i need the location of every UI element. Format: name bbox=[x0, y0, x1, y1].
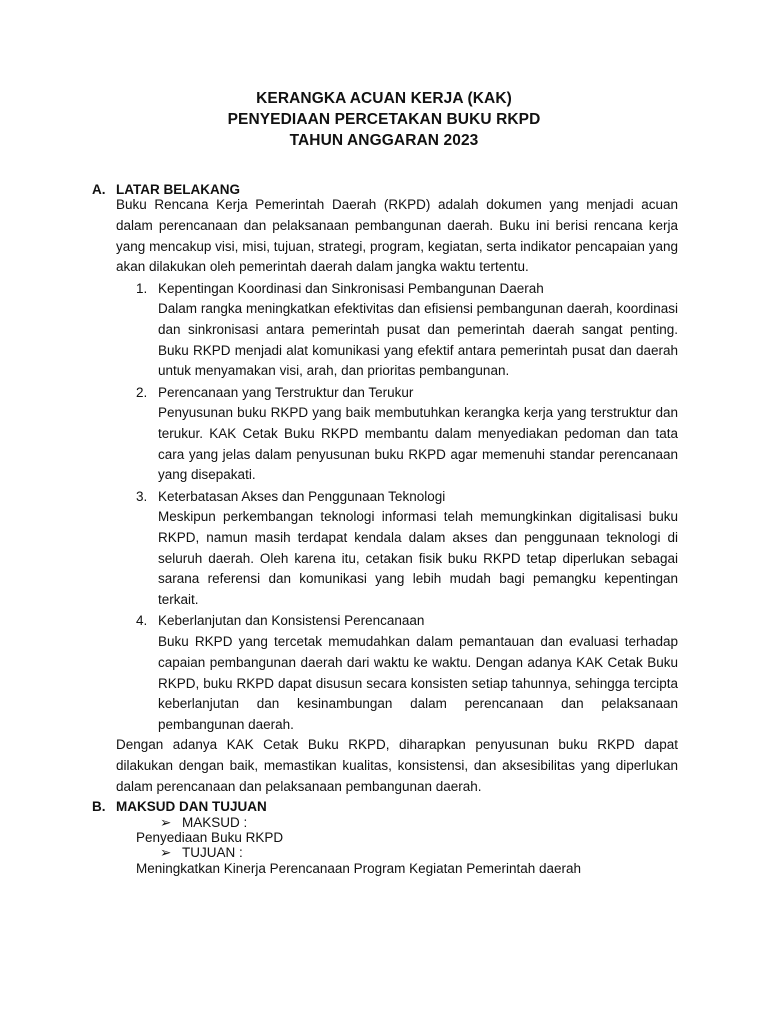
section-a-title: LATAR BELAKANG bbox=[116, 182, 240, 197]
section-a-letter: A. bbox=[92, 182, 106, 197]
section-b-title: MAKSUD DAN TUJUAN bbox=[116, 799, 267, 814]
title-line-1: KERANGKA ACUAN KERJA (KAK) bbox=[256, 90, 512, 107]
maksud-text: Penyediaan Buku RKPD bbox=[136, 830, 284, 845]
document-title bbox=[0, 88, 768, 151]
maksud-label: MAKSUD : bbox=[182, 815, 248, 830]
item-2-title: Perencanaan yang Terstruktur dan Terukur bbox=[158, 385, 414, 400]
item-4-body: Buku RKPD yang tercetak memudahkan dalam pemantauan dan evaluasi terhadap capaian pembangunan daerah dari waktu ke waktu. Dengan adanya KAK Cetak Buku RKPD, buku RKPD dapat disusun secara konsisten setiap tahunnya, sehingga tercipta keberlanjutan dan kesinambungan dalam perencanaan dan pelaksanaan pembangunan daerah. bbox=[158, 634, 678, 733]
item-1-number: 1. bbox=[136, 281, 148, 296]
tujuan-label: TUJUAN : bbox=[182, 845, 243, 860]
item-1-body: Dalam rangka meningkatkan efektivitas dan efisiensi pembangunan daerah, koordinasi dan sinkronisasi antara pemerintah pusat dan pemerintah daerah sangat penting. Buku RKPD menjadi alat komunikasi yang efektif antara pemerintah pusat dan daerah untuk menyamakan visi, arah, dan prioritas pembangunan. bbox=[158, 301, 678, 379]
arrow-bullet-icon: ➢ bbox=[160, 845, 172, 860]
item-3-body: Meskipun perkembangan teknologi informasi telah memungkinkan digitalisasi buku RKPD, namun masih terdapat kendala dalam akses dan penggunaan teknologi di seluruh daerah. Oleh karena itu, cetakan fisik buku RKPD tetap diperlukan sebagai sarana referensi dan komunikasi yang lebih mudah bagi pemangku kepentingan terkait. bbox=[158, 509, 678, 608]
maksud-bullet bbox=[160, 815, 247, 831]
arrow-bullet-icon: ➢ bbox=[160, 815, 172, 830]
item-1-title: Kepentingan Koordinasi dan Sinkronisasi Pembangunan Daerah bbox=[158, 281, 544, 296]
title-line-2: PENYEDIAAN PERCETAKAN BUKU RKPD bbox=[227, 111, 541, 128]
section-a-intro: Buku Rencana Kerja Pemerintah Daerah (RKPD) adalah dokumen yang menjadi acuan dalam perencanaan dan pelaksanaan pembangunan daerah. Buku ini berisi rencana kerja yang mencakup visi, misi, tujuan, strategi, program, kegiatan, serta indikator pencapaian yang akan dilakukan oleh pemerintah daerah dalam jangka waktu tertentu. bbox=[116, 197, 678, 275]
tujuan-text: Meningkatkan Kinerja Perencanaan Program Kegiatan Pemerintah daerah bbox=[136, 861, 582, 876]
section-b-letter: B. bbox=[92, 799, 106, 814]
item-3-number: 3. bbox=[136, 489, 148, 504]
section-a-closing: Dengan adanya KAK Cetak Buku RKPD, diharapkan penyusunan buku RKPD dapat dilakukan dengan baik, memastikan kualitas, konsistensi, dan aksesibilitas yang diperlukan dalam perencanaan dan pelaksanaan pembangunan daerah. bbox=[116, 737, 678, 794]
section-b-heading bbox=[92, 799, 267, 815]
tujuan-bullet bbox=[160, 845, 243, 861]
item-4-number: 4. bbox=[136, 613, 148, 628]
item-2-body: Penyusunan buku RKPD yang baik membutuhkan kerangka kerja yang terstruktur dan terukur. KAK Cetak Buku RKPD membantu dalam menyediakan pedoman dan tata cara yang jelas dalam penyusunan buku RKPD agar memenuhi standar perencanaan yang disepakati. bbox=[158, 405, 678, 483]
item-3-title: Keterbatasan Akses dan Penggunaan Teknologi bbox=[158, 489, 446, 504]
item-2-number: 2. bbox=[136, 385, 148, 400]
item-4-title: Keberlanjutan dan Konsistensi Perencanaan bbox=[158, 613, 425, 628]
title-line-3: TAHUN ANGGARAN 2023 bbox=[289, 132, 479, 149]
